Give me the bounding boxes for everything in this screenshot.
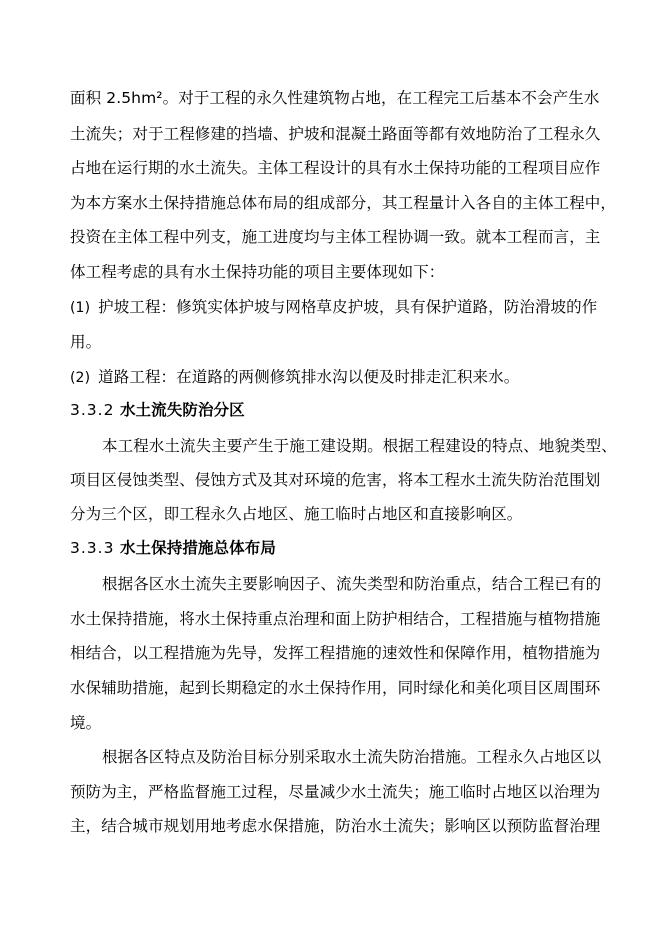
paragraph-line: 水保辅助措施，起到长期稳定的水土保持作用，同时绿化和美化项目区周围环 <box>70 679 601 697</box>
paragraph-line: 占地在运行期的水土流失。主体工程设计的具有水土保持功能的工程项目应作 <box>70 159 601 177</box>
paragraph-line: 面积 2.5hm²。对于工程的永久性建筑物占地，在工程完工后基本不会产生水 <box>70 89 600 107</box>
list-marker: (2) <box>70 370 91 386</box>
list-marker: (1) <box>70 300 91 316</box>
paragraph-line: 主，结合城市规划用地考虑水保措施，防治水土流失；影响区以预防监督治理 <box>70 817 601 835</box>
section-number: 3.3.2 <box>70 401 115 419</box>
list-item <box>70 367 610 388</box>
paragraph-line: 本工程水土流失主要产生于施工建设期。根据工程建设的特点、地貌类型、 <box>102 437 617 455</box>
paragraph-line: 体工程考虑的具有水土保持功能的项目主要体现如下： <box>70 263 445 281</box>
list-item-text: 道路工程：在道路的两侧修筑排水沟以便及时排走汇积来水。 <box>98 368 520 386</box>
section-heading-3-3-2 <box>70 400 610 420</box>
section-title: 水土保持措施总体布局 <box>119 539 276 557</box>
paragraph-line: 土流失；对于工程修建的挡墙、护坡和混凝土路面等都有效地防治了工程永久 <box>70 125 601 143</box>
paragraph-line: 根据各区水土流失主要影响因子、流失类型和防治重点，结合工程已有的 <box>102 575 602 593</box>
paragraph-line: 相结合，以工程措施为先导，发挥工程措施的速效性和保障作用，植物措施为 <box>70 644 601 662</box>
list-item-text: 护坡工程：修筑实体护坡与网格草皮护坡，具有保护道路，防治滑坡的作 <box>98 298 598 316</box>
paragraph-line: 分为三个区，即工程永久占地区、施工临时占地区和直接影响区。 <box>70 505 523 523</box>
section-heading-3-3-3 <box>70 538 610 558</box>
paragraph-line: 境。 <box>70 714 102 732</box>
section-number: 3.3.3 <box>70 539 115 557</box>
section-title: 水土流失防治分区 <box>119 401 245 419</box>
paragraph-line: 水土保持措施，将水土保持重点治理和面上防护相结合，工程措施与植物措施 <box>70 610 601 628</box>
list-item-continuation: 用。 <box>70 333 102 351</box>
paragraph-line: 预防为主，严格监督施工过程，尽量减少水土流失；施工临时占地区以治理为 <box>70 783 601 801</box>
paragraph-line: 项目区侵蚀类型、侵蚀方式及其对环境的危害，将本工程水土流失防治范围划 <box>70 471 601 489</box>
paragraph-line: 投资在主体工程中列支，施工进度均与主体工程协调一致。就本工程而言，主 <box>70 228 601 246</box>
paragraph-line: 为本方案水土保持措施总体布局的组成部分，其工程量计入各自的主体工程中， <box>70 194 617 212</box>
paragraph-line: 根据各区特点及防治目标分别采取水土流失防治措施。工程永久占地区以 <box>102 748 602 766</box>
list-item <box>70 297 610 318</box>
